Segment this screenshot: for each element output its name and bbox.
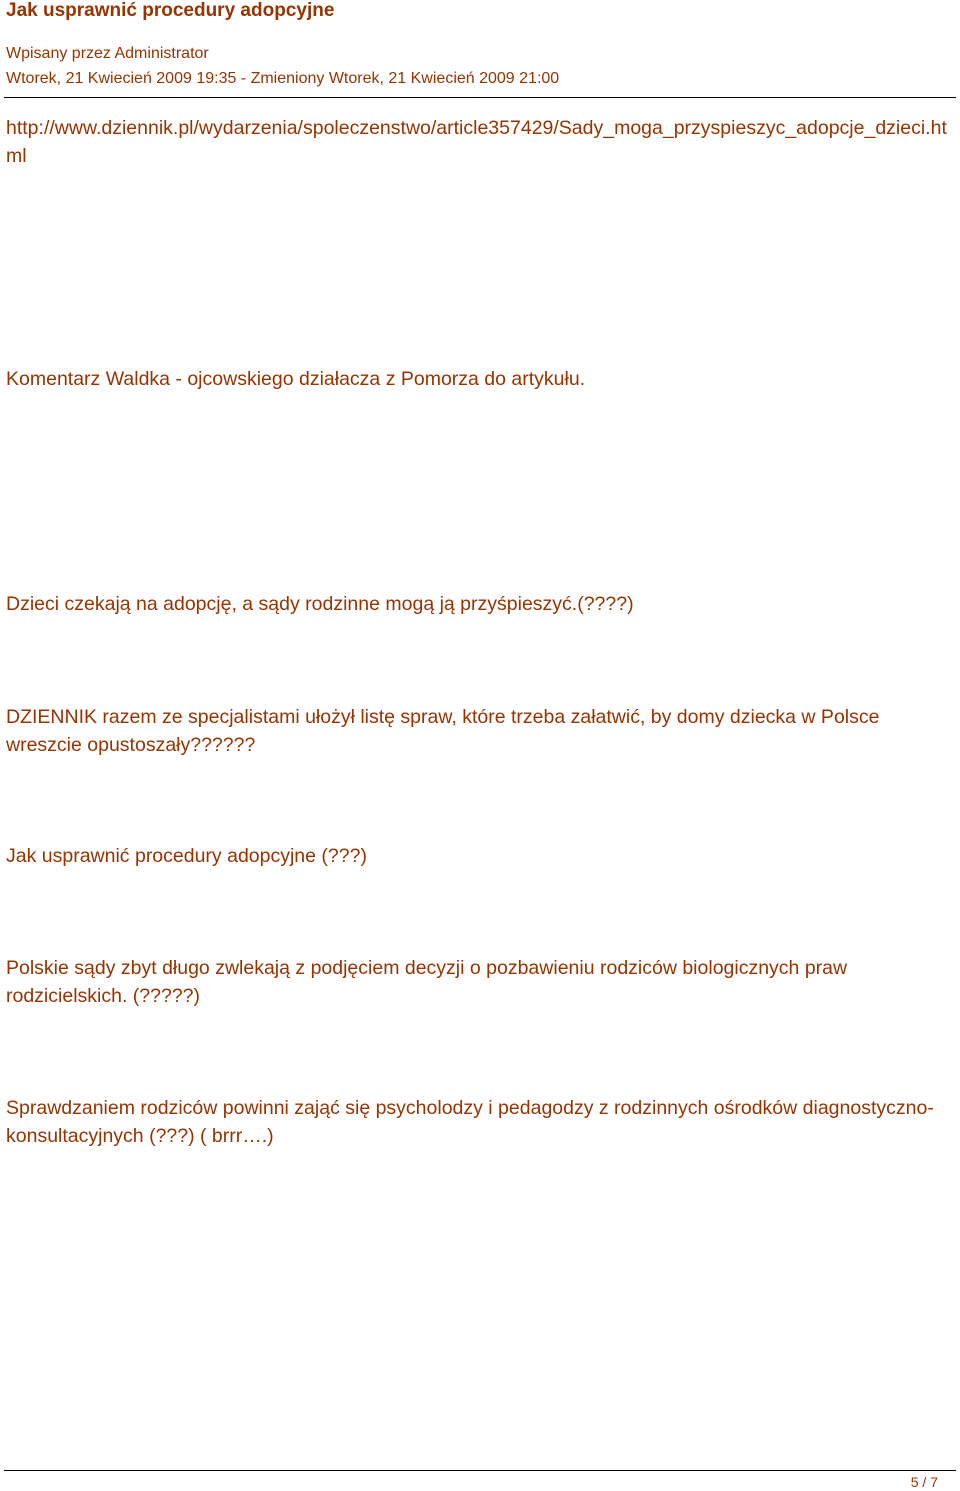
article-title: Jak usprawnić procedury adopcyjne (6, 0, 335, 21)
paragraph-subheading: Jak usprawnić procedury adopcyjne (???) (6, 845, 367, 867)
paragraph-dziennik: DZIENNIK razem ze specjalistami ułożył listę spraw, które trzeba załatwić, by domy dziecka w Polsce wreszcie opustoszały?????? (6, 706, 880, 756)
header-divider (4, 97, 956, 98)
paragraph-courts: Polskie sądy zbyt długo zwlekają z podjęciem decyzji o pozbawieniu rodziców biologicznych praw rodzicielskich. (?????) (6, 957, 848, 1007)
article-dates: Wtorek, 21 Kwiecień 2009 19:35 - Zmieniony Wtorek, 21 Kwiecień 2009 21:00 (6, 70, 560, 87)
paragraph-headline: Dzieci czekają na adopcję, a sądy rodzinne mogą ją przyśpieszyć.(????) (6, 593, 634, 615)
article-author: Wpisany przez Administrator (6, 45, 209, 62)
article-url[interactable]: http://www.dziennik.pl/wydarzenia/spoleczenstwo/article357429/Sady_moga_przyspieszyc_adopcje_dzieci.html (6, 117, 947, 167)
footer-divider (4, 1470, 956, 1471)
paragraph-comment-intro: Komentarz Waldka - ojcowskiego działacza z Pomorza do artykułu. (6, 368, 586, 390)
paragraph-psychologists: Sprawdzaniem rodziców powinni zająć się psycholodzy i pedagodzy z rodzinnych ośrodków diagnostyczno-konsultacyjnych (???) ( brrr….) (6, 1097, 934, 1147)
page-number: 5 / 7 (910, 1474, 938, 1490)
